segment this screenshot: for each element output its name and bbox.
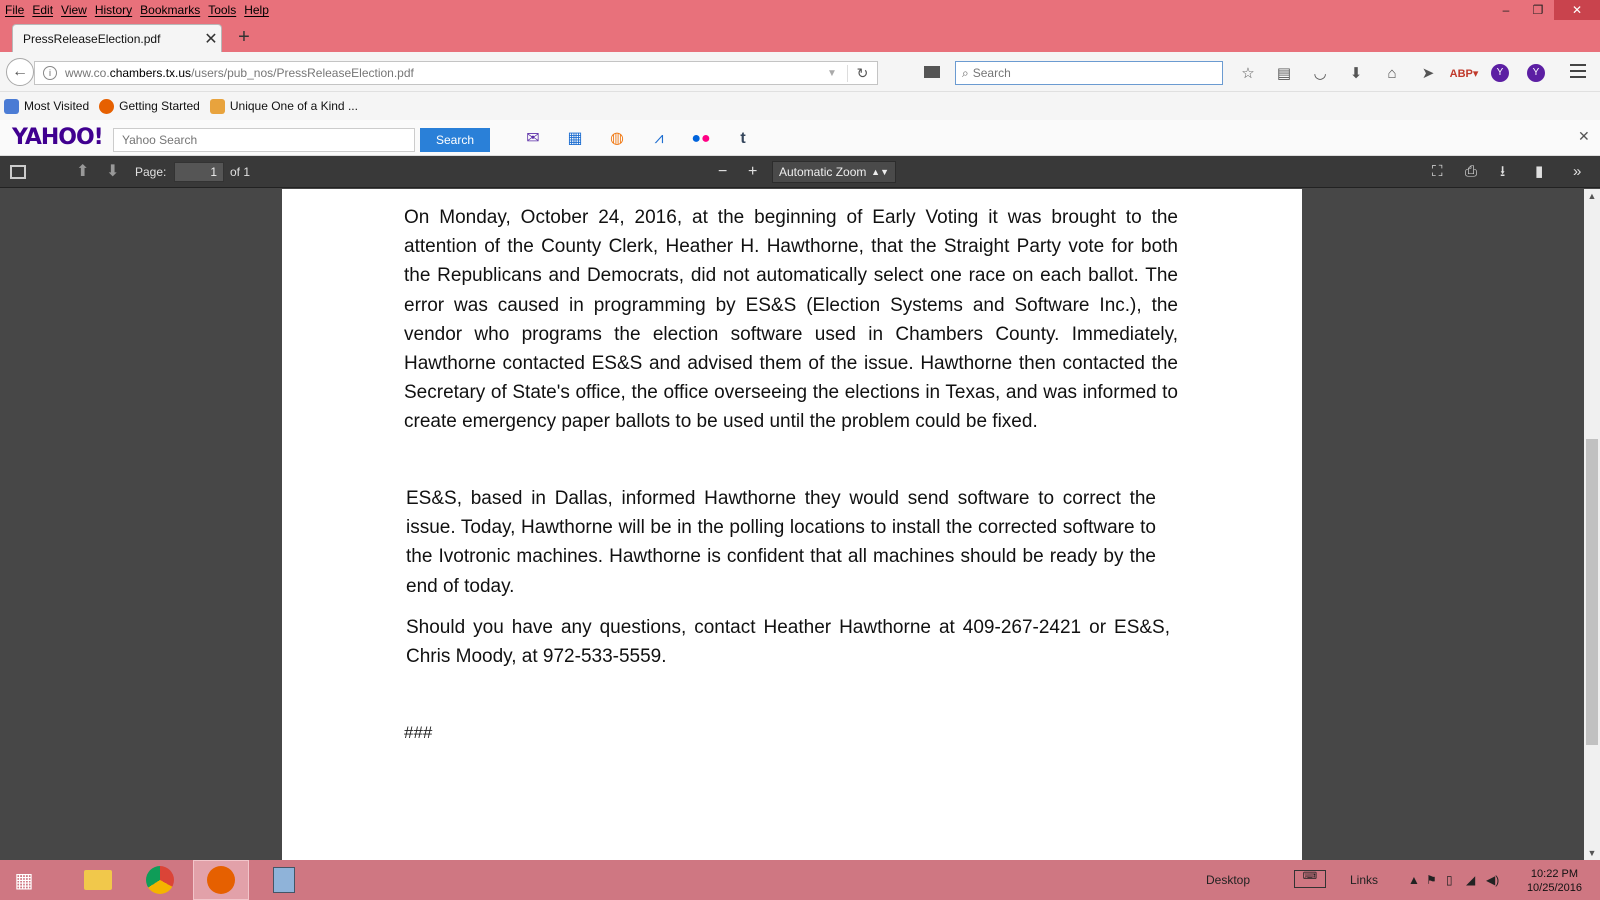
window-titlebar — [0, 0, 1600, 52]
reading-list-icon[interactable]: ▤ — [1276, 65, 1292, 82]
desktop-toolbar[interactable]: Desktop — [1206, 873, 1251, 887]
end-mark: ### — [404, 723, 433, 742]
yahoo-finance-icon[interactable]: ⩘ — [654, 130, 664, 147]
paragraph-3: Should you have any questions, contact Heather Hawthorne at 409-267-2421 or ES&S, Chris Moody, at 972-533-5559. — [406, 617, 1170, 668]
navigation-bar — [0, 52, 1600, 92]
yahoo-icon[interactable]: Y — [1491, 64, 1509, 82]
menu-hamburger-icon[interactable] — [1570, 64, 1586, 78]
flag-icon[interactable]: ⚑ — [1426, 873, 1437, 887]
menu-history[interactable]: History — [94, 3, 133, 17]
zoom-select[interactable]: Automatic Zoom ▲▼ — [772, 161, 896, 183]
close-tab-icon[interactable]: ✕ — [204, 30, 218, 48]
yahoo-news-icon[interactable]: ▦ — [567, 130, 583, 147]
tools-menu-icon[interactable]: » — [1573, 163, 1582, 180]
bookmark-star-icon[interactable]: ☆ — [1241, 65, 1255, 82]
info-icon[interactable]: i — [43, 66, 57, 80]
mail-icon[interactable] — [924, 66, 940, 78]
pdf-page — [282, 189, 1302, 860]
vertical-scrollbar[interactable] — [1584, 189, 1600, 860]
show-hidden-icons-icon[interactable]: ▲ — [1408, 873, 1420, 887]
yahoo-logo[interactable]: YAHOO! — [12, 125, 103, 150]
page-number-input[interactable]: 1 — [174, 162, 224, 182]
yahoo-mail-icon[interactable]: Y — [1527, 64, 1545, 82]
menu-help[interactable]: Help — [244, 3, 269, 17]
yahoo-search-button[interactable]: Search — [420, 128, 490, 152]
menu-tools[interactable]: Tools — [208, 3, 237, 17]
adblock-icon[interactable]: ABP▾ — [1449, 67, 1479, 80]
clock-time: 10:22 PM — [1530, 868, 1579, 880]
yahoo-mail-envelope-icon[interactable]: ✉ — [526, 130, 540, 147]
page-total: of 1 — [230, 165, 251, 179]
previous-page-icon[interactable]: ⬆ — [76, 163, 90, 180]
scroll-up-icon[interactable]: ▲ — [1587, 191, 1597, 201]
calculator-icon[interactable] — [256, 860, 312, 900]
yahoo-sports-icon[interactable]: ◍ — [610, 130, 624, 147]
window-controls — [1490, 0, 1600, 20]
file-explorer-icon[interactable] — [70, 860, 126, 900]
pocket-icon[interactable]: ◡ — [1313, 65, 1327, 82]
page-label: Page: — [135, 165, 167, 179]
back-arrow-icon: ← — [12, 63, 28, 80]
menu-edit[interactable]: Edit — [32, 3, 54, 17]
zoom-out-button[interactable]: − — [718, 163, 728, 180]
scroll-down-icon[interactable]: ▼ — [1587, 848, 1597, 858]
minimize-button[interactable]: – — [1502, 3, 1510, 17]
new-tab-button[interactable]: + — [238, 26, 250, 48]
tumblr-icon[interactable]: t — [740, 130, 746, 147]
back-button[interactable] — [6, 58, 34, 86]
clock-date: 10/25/2016 — [1526, 882, 1582, 894]
bookmark-unique-one[interactable]: Unique One of a Kind ... — [210, 99, 358, 114]
bookmark-most-visited[interactable]: Most Visited — [4, 99, 89, 114]
url-dropdown-icon[interactable]: ▼ — [827, 67, 837, 79]
zoom-in-button[interactable]: + — [748, 163, 758, 180]
bookmarks-bar — [0, 92, 1600, 120]
paragraph-1: On Monday, October 24, 2016, at the beginning of Early Voting it was brought to the attention of the County Clerk, Heather H. Hawthorne, that the Straight Party vote for both the Republicans and Democrats, did not automatically select one race on each ballot. The error was caused in programming by ES&S (Election Systems and Software Inc.), the vendor who programs the election software used in Chambers County. Immediately, Hawthorne contacted ES&S and advised them of the issue. Hawthorne then contacted the Secretary of State's office, the office overseeing the elections in Texas, and was informed to create emergency paper ballots to be used until the problem could be fixed. — [404, 207, 1178, 433]
scroll-thumb[interactable] — [1586, 439, 1598, 745]
sidebar-toggle-icon[interactable] — [10, 165, 26, 179]
pdf-toolbar — [0, 156, 1600, 188]
battery-icon[interactable]: ▯ — [1446, 873, 1453, 887]
send-icon[interactable]: ➤ — [1421, 65, 1435, 82]
toolbar-icons — [1230, 61, 1554, 85]
menu-view[interactable]: View — [61, 3, 87, 17]
volume-icon[interactable]: ◀) — [1486, 873, 1500, 887]
etsy-icon — [210, 99, 225, 114]
menu-file[interactable]: File — [5, 3, 25, 17]
yahoo-toolbar — [0, 120, 1600, 156]
fullscreen-icon[interactable]: ⛶ — [1432, 163, 1443, 180]
print-icon[interactable]: ⎙ — [1465, 163, 1478, 180]
close-window-button[interactable]: ✕ — [1554, 0, 1600, 20]
tab-pdf[interactable] — [12, 24, 222, 52]
home-icon[interactable]: ⌂ — [1387, 64, 1397, 82]
start-icon[interactable]: ▦ — [14, 869, 34, 892]
bookmark-icon[interactable]: ▮ — [1535, 163, 1544, 180]
network-icon[interactable]: ◢ — [1466, 873, 1476, 887]
search-box[interactable] — [955, 61, 1223, 85]
menu-bar — [0, 0, 277, 20]
flickr-icon[interactable]: ●● — [691, 130, 711, 147]
pdf-viewer[interactable] — [0, 189, 1584, 860]
paragraph-2: ES&S, based in Dallas, informed Hawthorne they would send software to correct the issue. Today, Hawthorne will be in the polling locations to install the corrected software to the Ivotronic machines. Hawthorne is confident that all machines should be ready by the end of today. — [406, 488, 1156, 597]
search-input[interactable] — [973, 66, 1203, 80]
taskbar — [0, 860, 1600, 900]
keyboard-icon[interactable]: ⌨ — [1294, 870, 1326, 888]
tab-title: PressReleaseElection.pdf — [23, 31, 161, 46]
url-bar[interactable] — [34, 61, 878, 85]
firefox-icon — [99, 99, 114, 114]
zoom-dropdown-icon: ▲▼ — [871, 167, 889, 177]
clock[interactable] — [1527, 867, 1582, 895]
menu-bookmarks[interactable]: Bookmarks — [140, 3, 201, 17]
next-page-icon[interactable]: ⬇ — [106, 163, 120, 180]
reload-icon[interactable]: ↻ — [847, 65, 877, 82]
search-icon: ⌕ — [962, 65, 969, 80]
url-text[interactable]: www.co.chambers.tx.us/users/pub_nos/PressReleaseElection.pdf — [65, 66, 414, 80]
downloads-icon[interactable]: ⬇ — [1349, 65, 1363, 82]
yahoo-search-input[interactable] — [113, 128, 415, 152]
links-toolbar[interactable]: Links — [1350, 873, 1379, 887]
download-icon[interactable]: ⭳ — [1500, 163, 1506, 180]
close-yahoo-toolbar-icon[interactable]: ✕ — [1578, 128, 1590, 144]
firefox-taskbar-icon[interactable] — [193, 860, 249, 900]
most-visited-icon — [4, 99, 19, 114]
restore-button[interactable]: ❐ — [1532, 3, 1544, 17]
yahoo-tools — [512, 129, 764, 149]
chrome-icon[interactable] — [132, 860, 188, 900]
bookmark-getting-started[interactable]: Getting Started — [99, 99, 200, 114]
